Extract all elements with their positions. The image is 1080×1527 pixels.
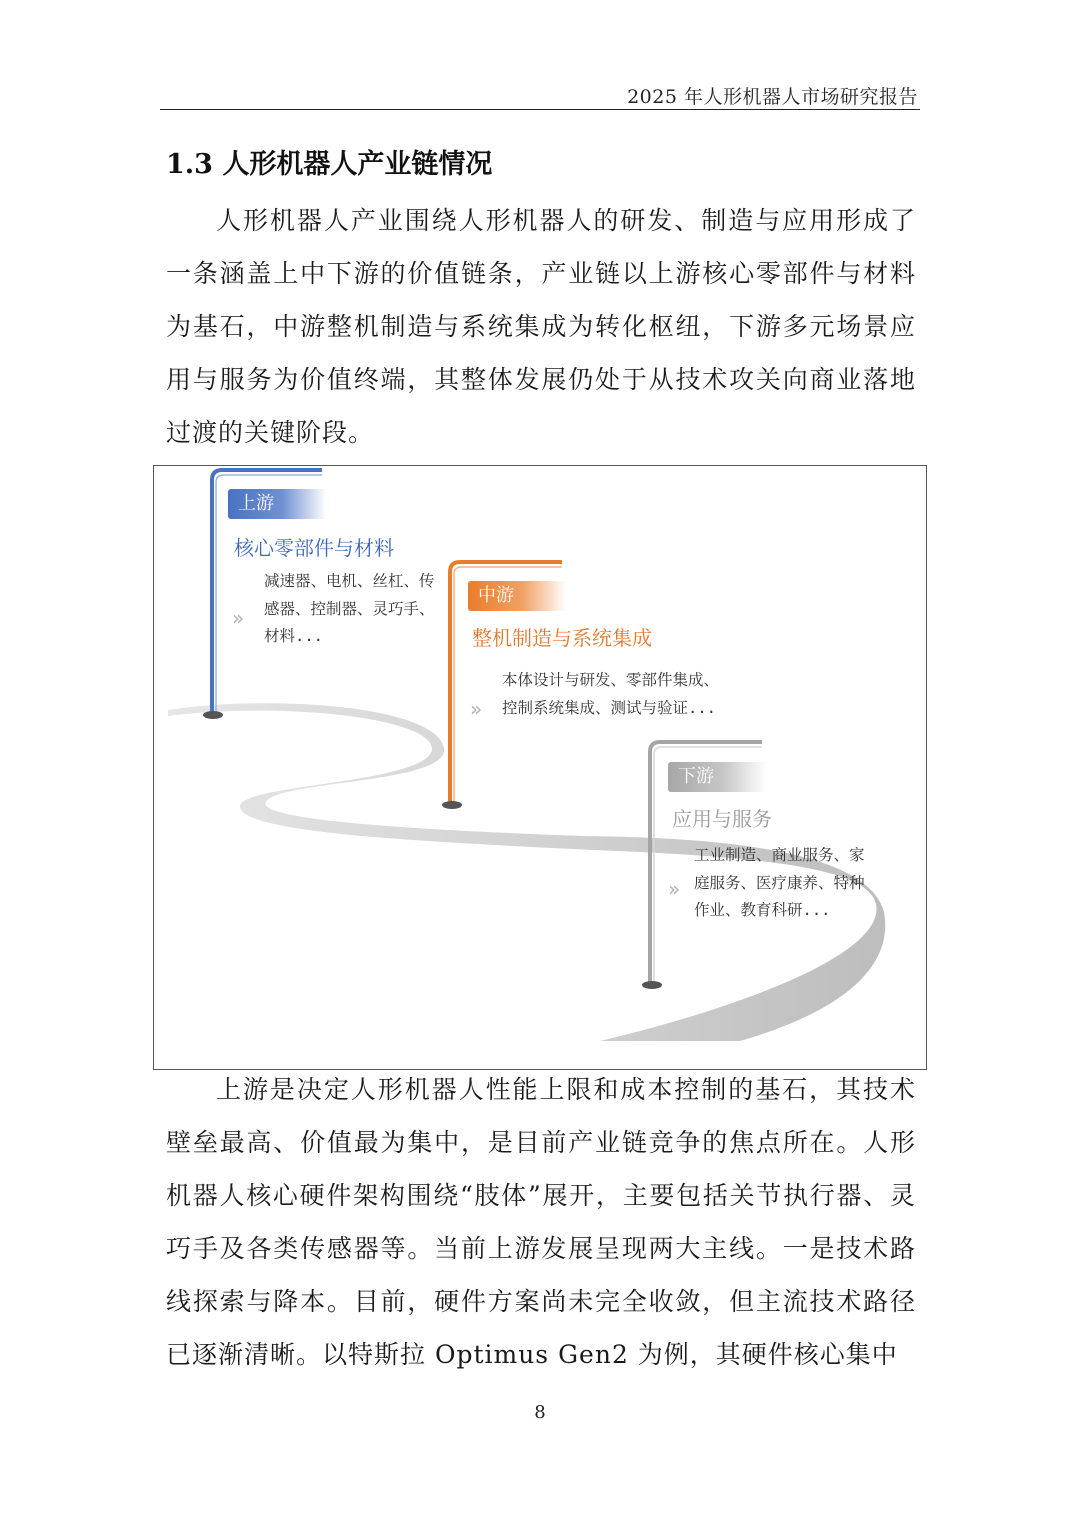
industry-chain-figure (153, 465, 927, 1070)
upstream-title: 核心零部件与材料 (234, 536, 394, 560)
downstream-badge: 下游 (668, 762, 766, 792)
section-title: 1.3 人形机器人产业链情况 (166, 149, 493, 180)
downstream-description: 工业制造、商业服务、家庭服务、医疗康养、特种作业、教育科研... (694, 846, 865, 919)
chevron-right-icon: » (668, 877, 681, 901)
header-divider (160, 109, 920, 110)
midstream-badge: 中游 (468, 581, 566, 611)
downstream-title: 应用与服务 (672, 807, 772, 831)
page-number: 8 (534, 1402, 546, 1423)
upstream-paragraph: 上游是决定人形机器人性能上限和成本控制的基石，其技术壁垒最高、价值最为集中，是目前产业链竞争的焦点所在。人形机器人核心硬件架构围绕“肢体”展开，主要包括关节执行器、灵巧手及各类传感器等。当前上游发展呈现两大主线。一是技术路线探索与降本。目前，硬件方案尚未完全收敛，但主流技术路径已逐渐清晰。以特斯拉 Optimus Gen2 为例，其硬件核心集中 (166, 1075, 916, 1369)
upstream-description: 减速器、电机、丝杠、传感器、控制器、灵巧手、材料... (264, 572, 435, 645)
midstream-title: 整机制造与系统集成 (472, 626, 652, 650)
midstream-description: 本体设计与研发、零部件集成、控制系统集成、测试与验证... (502, 671, 720, 717)
upstream-badge: 上游 (228, 489, 326, 519)
intro-paragraph: 人形机器人产业围绕人形机器人的研发、制造与应用形成了一条涵盖上中下游的价值链条，产业链以上游核心零部件与材料为基石，中游整机制造与系统集成为转化枢纽，下游多元场景应用与服务为价值终端，其整体发展仍处于从技术攻关向商业落地过渡的关键阶段。 (166, 206, 916, 447)
report-header-title: 2025 年人形机器人市场研究报告 (627, 86, 918, 108)
chevron-right-icon: » (470, 697, 483, 721)
chevron-right-icon: » (232, 606, 245, 630)
